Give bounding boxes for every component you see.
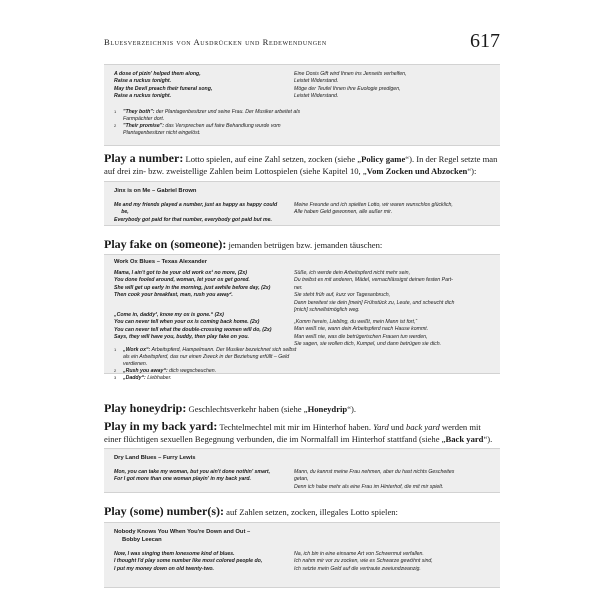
entry-term: Play fake on (someone): — [104, 237, 227, 251]
footnote: 1 „Work ox“: Arbeitspferd, Hampelmann. Der Musiker bezeichnet sich selbst als ein Arbeitspferd, das nur einen Zweck in der Beziehung erfüllt – Geld verdienen. — [114, 347, 297, 367]
lyrics-box-2 — [104, 181, 500, 226]
song-title: Dry Land Blues – Furry Lewis — [114, 455, 196, 461]
lyrics-box-1 — [104, 64, 500, 146]
page-number: 617 — [470, 30, 500, 52]
entry-term: Play (some) number(s): — [104, 504, 224, 518]
dictionary-entry: Play (some) number(s): auf Zahlen setzen, zocken, illegales Lotto spielen: — [104, 504, 398, 518]
song-title: Work Ox Blues – Texas Alexander — [114, 259, 208, 265]
entry-term: Play in my back yard: — [104, 419, 218, 433]
dictionary-entry: Play honeydrip: Geschlechtsverkehr haben (siehe „Honeydrip“). — [104, 401, 357, 415]
footnote: 2 "Their promise": das Versprechen auf faire Behandlung wurde vom Plantagenbesitzer nicht eingelöst. — [114, 123, 281, 136]
running-title: Bluesverzeichnis von Ausdrücken und Redewendungen — [104, 37, 327, 47]
lyrics-german: Eine Dosis Gift wird Ihnen ins Jenseits verhelfen, Leistet Widerstand. Möge der Teufel Ihnen ihre Euologie predigen, Leistet Widerstand. — [294, 71, 407, 100]
page-header — [104, 30, 500, 54]
lyrics-german: Na, ich bin in eine einsame Art von Schwermut verfallen. Ich nahm mir vor zu zocken, wie es Schwarze gewöhnt sind, Ich setzte mein Geld auf die vertraute zweiundzwanzig. — [294, 551, 433, 572]
lyrics-english: Now, I was singing them lonesome kind of blues. I thought I'd play some number like most colored people do, I put my money down on old twenty-two. — [114, 551, 263, 572]
lyrics-box-5 — [104, 522, 500, 588]
entry-term: Play honeydrip: — [104, 401, 187, 415]
footnotes — [114, 347, 299, 382]
dictionary-entry: Play a number: Lotto spielen, auf eine Zahl setzen, zocken (siehe „Policy game“). In der Regel setzte man auf drei zin- bzw. zweistellige Zahlen beim Lottospielen (siehe Kapitel 10, „Vom Zocken und Abzocken“): — [104, 151, 498, 176]
dictionary-entry: Play in my back yard: Techtelmechtel mit mir im Hinterhof haben. Yard und back yard werden mit einer flüchtigen sexuellen Begegnung verbunden, die im Normalfall im Hinterhof stattfand (siehe „Back yard“). — [104, 419, 493, 444]
lyrics-german: „Komm herein, Liebling, du weißt, mein Mann ist fort,“ Man weiß nie, wann dein Arbeitspferd nach Hause kommt. Man weiß nie, was die betrügerischen Frauen tun werden, Sie sagen, sie wollen dich, Kumpel, und dann betrügen sie dich. — [294, 319, 442, 348]
dictionary-entry: Play fake on (someone): jemanden betrügen bzw. jemanden täuschen: — [104, 237, 383, 251]
entry-term: Play a number: — [104, 151, 184, 165]
lyrics-german: Meine Freunde und ich spielten Lotto, wir waren wunschlos glücklich, Alle haben Geld gewonnen, alle außer mir. — [294, 202, 453, 216]
footnotes — [114, 109, 304, 137]
footnote: 1 "They both": der Plantagenbesitzer und seine Frau. Der Musiker arbeitet als Farmpächter dort. — [114, 109, 301, 122]
lyrics-english: Mama, I ain't got to be your old work ox¹ no more, (2x) You done fooled around, woman, let your ox get gored. She will get up early in the morning, just awhile before day, (2x) Then cook your breakfast, man, rush you away². — [114, 270, 271, 299]
lyrics-german: Mann, du kannst meine Frau nehmen, aber du hast nichts Gescheites getan, Denn ich habe mehr als eine Frau im Hinterhof, die mit mir spielt. — [294, 469, 455, 490]
lyrics-english: Me and my friends played a number, just as happy as happy could be, Everybody got paid for that number, everybody got paid but me. — [114, 202, 278, 223]
song-title: Nobody Knows You When You're Down and Out – Bobby Leecan — [114, 529, 251, 543]
lyrics-box-4 — [104, 448, 500, 493]
footnote: 3 „Daddy“: Liebhaber. — [114, 375, 172, 381]
footnote: 2 „Rush you away“: dich wegscheuchen. — [114, 368, 217, 374]
lyrics-english: A dose of pizin' helped them along, Raise a ruckus tonight. May the Devil preach their funeral song, Raise a ruckus tonight. — [114, 71, 213, 100]
lyrics-box-3 — [104, 254, 500, 381]
lyrics-english: Mon, you can take my woman, but you ain't done nothin' smart, For I got more than one woman playin' in my back yard. — [114, 469, 271, 483]
lyrics-german: Süße, ich werde dein Arbeitspferd nicht mehr sein, Du treibst es mit anderen, Mädel, vernachlässigst deinen festen Part- ner. Sie steht früh auf, kurz vor Tagesanbruch, Dann bereitest sie dein [mein] Frühstück zu, Leute, und scheucht dich [mich] schnellstmöglich weg. — [294, 270, 455, 314]
song-title: Jinx is on Me – Gabriel Brown — [114, 188, 197, 194]
lyrics-english: „Come in, daddy³, know my ox is gone.“ (2x) You can never tell when your ox is coming back home. (2x) You can never tell what the double-crossing women will do, (2x) Says, they will have you, buddy, then play fake on you. — [114, 312, 272, 341]
